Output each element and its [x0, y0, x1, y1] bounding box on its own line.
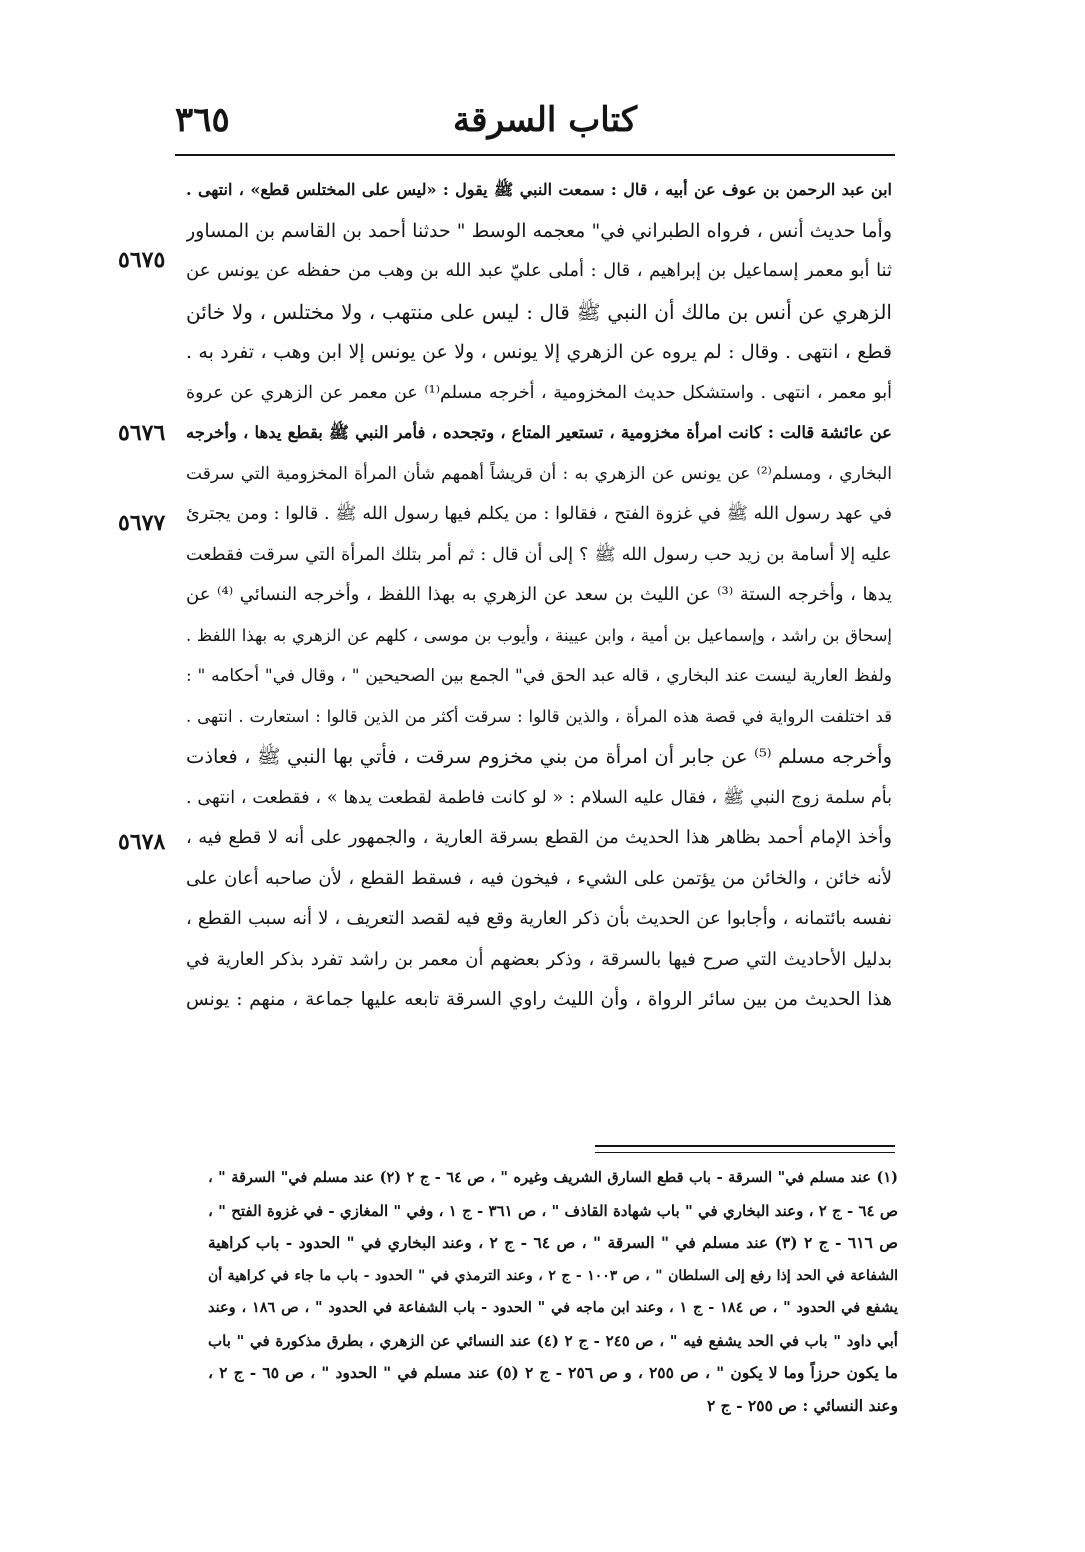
footnote-line: ص ٦١٦ - ج ٢ (٣) عند مسلم في " السرقة " ، ص ٦٤ - ج ٢ ، وعند البخاري في " الحدود - باب كراهية	[208, 1233, 898, 1252]
hadith-number: ٥٦٧٥	[118, 247, 166, 273]
text-line: نفسه بائتمانه ، وأجابوا عن الحديث بأن ذكر العارية وقع فيه لقصد التعريف ، لا أنه سبب القطع ،	[186, 908, 892, 929]
text-line: ولفظ العارية ليست عند البخاري ، قاله عبد الحق في" الجمع بين الصحيحين " ، وقال في" أحكامه " :	[186, 666, 892, 686]
footnote-rule	[595, 1152, 895, 1153]
text-line: إسحاق بن راشد ، وإسماعيل بن أمية ، وابن عيينة ، وأيوب بن موسى ، كلهم عن الزهري به بهذا اللفظ .	[186, 625, 892, 645]
text-line: يدها ، وأخرجه الستة ⁽³⁾ عن الليث بن سعد عن الزهري به بهذا اللفظ ، وأخرجه النسائي ⁽⁴⁾ عن	[186, 584, 892, 605]
main-text	[186, 170, 892, 1021]
footnote-line: ص ٦٤ - ج ٢ ، وعند البخاري في " باب شهادة القاذف " ، ص ٣٦١ - ج ١ ، وفي " المغازي - في غزوة الفتح " ،	[208, 1201, 898, 1220]
text-line: ثنا أبو معمر إسماعيل بن إبراهيم ، قال : أملى عليّ عبد الله بن وهب من حفظه عن يونس عن	[186, 260, 892, 281]
footnote-line: يشفع في الحدود " ، ص ١٨٤ - ج ١ ، وعند ابن ماجه في " الحدود - باب الشفاعة في الحدود " ، ص ١٨٦ ، وعند	[208, 1299, 898, 1316]
hadith-number: ٥٦٧٧	[118, 510, 166, 536]
running-title: كتاب السرقة	[452, 100, 638, 140]
text-line: قد اختلفت الرواية في قصة هذه المرأة ، والذين قالوا : سرقت أكثر من الذين قالوا : استعارت . انتهى .	[186, 706, 892, 726]
footnote-line: وعند النسائي : ص ٢٥٥ - ج ٢	[706, 1395, 898, 1415]
header-rule	[175, 154, 895, 156]
footnote-line: ما يكون حرزاً وما لا يكون " ، ص ٢٥٥ ، و ص ٢٥٦ - ج ٢ (٥) عند مسلم في " الحدود " ، ص ٦٥ - ج ٢ ،	[208, 1363, 898, 1382]
hadith-number: ٥٦٧٦	[118, 420, 166, 446]
footnote-line: الشفاعة في الحد إذا رفع إلى السلطان " ، ص ١٠٠٣ - ج ٢ ، وعند الترمذي في " الحدود - باب ما جاء في كراهية أن	[208, 1267, 898, 1284]
footnotes	[208, 1162, 898, 1422]
text-line: وأخرجه مسلم ⁽⁵⁾ عن جابر أن امرأة من بني مخزوم سرقت ، فأتي بها النبي ﷺ ، فعاذت	[186, 745, 892, 768]
text-line: ابن عبد الرحمن بن عوف عن أبيه ، قال : سمعت النبي ﷺ يقول : «ليس على المختلس قطع» ، انتهى .	[186, 180, 892, 199]
text-line: عن عائشة قالت : كانت امرأة مخزومية ، تستعير المتاع ، وتجحده ، فأمر النبي ﷺ بقطع يدها ، وأخرجه	[186, 423, 892, 442]
footnote-rule	[595, 1145, 895, 1147]
text-line: أبو معمر ، انتهى . واستشكل حديث المخزومية ، أخرجه مسلم⁽¹⁾ عن معمر عن الزهري عن عروة	[186, 382, 892, 403]
text-line: وأخذ الإمام أحمد بظاهر هذا الحديث من القطع بسرقة العارية ، والجمهور على أنه لا قطع فيه ،	[186, 827, 892, 848]
text-line: عليه إلا أسامة بن زيد حب رسول الله ﷺ ؟ إلى أن قال : ثم أمر بتلك المرأة التي سرقت فقطعت	[186, 544, 892, 565]
hadith-number: ٥٦٧٨	[118, 829, 166, 855]
text-line: قطع ، انتهى . وقال : لم يروه عن الزهري إلا يونس ، ولا عن يونس إلا ابن وهب ، تفرد به .	[186, 341, 892, 363]
footnote-line: أبي داود " باب في الحد يشفع فيه " ، ص ٢٤٥ - ج ٢ (٤) عند النسائي عن الزهري ، بطرق مذكورة في " باب	[208, 1331, 898, 1350]
text-line: بدليل الأحاديث التي صرح فيها بالسرقة ، وذكر بعضهم أن معمر بن راشد تفرد بذكر العارية في	[186, 948, 892, 970]
text-line: لأنه خائن ، والخائن من يؤتمن على الشيء ، فيخون فيه ، فسقط القطع ، لأن صاحبه أعان على	[186, 867, 892, 889]
text-line: الزهري عن أنس بن مالك أن النبي ﷺ قال : ليس على منتهب ، ولا مختلس ، ولا خائن	[186, 299, 892, 324]
page-number: ٣٦٥	[175, 100, 230, 140]
text-line: البخاري ، ومسلم⁽²⁾ عن يونس عن الزهري به : أن قريشاً أهمهم شأن المرأة المخزومية التي سرقت	[186, 463, 892, 484]
text-line: وأما حديث أنس ، فرواه الطبراني في" معجمه الوسط " حدثنا أحمد بن القاسم بن المساور	[186, 219, 892, 242]
text-line: هذا الحديث من بين سائر الرواة ، وأن الليث راوي السرقة تابعه عليها جماعة ، منهم : يونس	[186, 989, 892, 1010]
text-line: في عهد رسول الله ﷺ في غزوة الفتح ، فقالوا : من يكلم فيها رسول الله ﷺ . قالوا : ومن يجترئ	[186, 504, 892, 524]
text-line: بأم سلمة زوج النبي ﷺ ، فقال عليه السلام : « لو كانت فاطمة لقطعت يدها » ، فقطعت ، انتهى .	[186, 787, 892, 808]
page-header	[175, 96, 895, 144]
footnote-line: (١) عند مسلم في" السرقة - باب قطع السارق الشريف وغيره " ، ص ٦٤ - ج ٢ (٢) عند مسلم في" السرقة " ،	[208, 1169, 898, 1186]
